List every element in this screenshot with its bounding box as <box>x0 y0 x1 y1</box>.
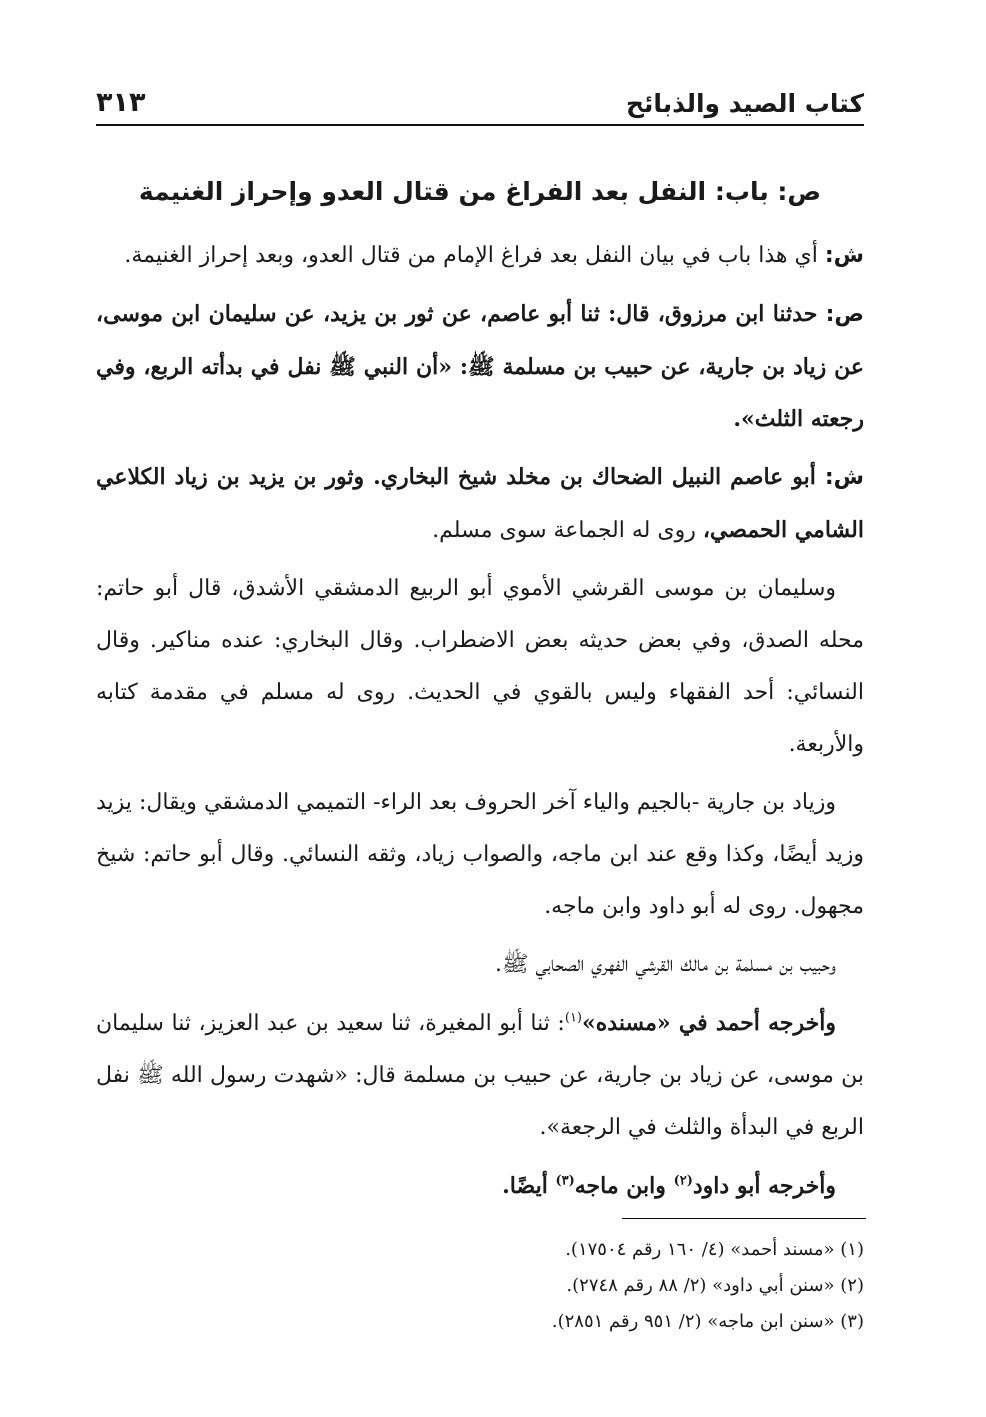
paragraph-text: : ثنا أبو المغيرة، ثنا سعيد بن عبد العزيز، ثنا سليمان بن موسى، عن زياد بن جارية، عن حبيب بن مسلمة قال: «شهدت رسول الله ﷺ نفل الربع في البدأة والثلث في الرجعة». <box>96 1011 864 1140</box>
page-header <box>96 78 864 126</box>
paragraph-ziyad: وزياد بن جارية -بالجيم والياء آخر الحروف بعد الراء- التميمي الدمشقي ويقال: يزيد وزيد أيضًا، وكذا وقع عند ابن ماجه، والصواب زياد، وثقه النسائي. وقال أبو حاتم: شيخ مجهول. روى له أبو داود وابن ماجه. <box>96 790 864 919</box>
hadith-text: حدثنا ابن مرزوق، قال: ثنا أبو عاصم، عن ثور بن يزيد، عن سليمان ابن موسى، عن زياد بن جارية، عن حبيب بن مسلمة ﷺ: «أن النبي ﷺ نفل في بدأته الربع، وفي رجعته الثلث». <box>96 301 864 432</box>
running-title: كتاب الصيد والذبائح <box>625 89 864 118</box>
footnote-1: (١) «مسند أحمد» (٤/ ١٦٠ رقم ١٧٥٠٤). <box>565 1239 864 1260</box>
footnotes <box>96 1232 864 1340</box>
paragraph-text: أي هذا باب في بيان النفل بعد فراغ الإمام من قتال العدو، وبعد إحراز الغنيمة. <box>124 243 825 268</box>
paragraph-habib: وحبيب بن مسلمة بن مالك القرشي الفهري الصحابي ﷺ. <box>494 952 836 977</box>
paragraph-ahmad <box>96 997 864 1154</box>
paragraph-commentary-1 <box>96 230 864 282</box>
footnote-ref-1: (١) <box>564 1010 582 1026</box>
footnote-2: (٢) «سنن أبي داود» (٢/ ٨٨ رقم ٢٧٤٨). <box>566 1275 864 1296</box>
footnote-3: (٣) «سنن ابن ماجه» (٢/ ٩٥١ رقم ٢٨٥١). <box>551 1311 864 1332</box>
paragraph-hadith <box>96 288 864 445</box>
paragraph-abudawud <box>96 1160 864 1212</box>
footnote-ref-2: (٢) <box>673 1173 693 1189</box>
footnote-divider <box>622 1218 866 1219</box>
footnote-ref-3: (٣) <box>555 1173 575 1189</box>
page-number: ٣١٣ <box>96 87 146 118</box>
source-abudawud: وأخرجه أبو داود <box>692 1173 836 1199</box>
narrator-names: أبو عاصم النبيل الضحاك بن مخلد شيخ البخاري. وثور بن يزيد بن زياد الكلاعي الشامي الحمصي، <box>96 464 864 543</box>
paragraph-sulayman: وسليمان بن موسى القرشي الأموي أبو الربيع الدمشقي الأشدق، قال أبو حاتم: محله الصدق، وفي بعض حديثه بعض الاضطراب. وقال البخاري: عنده مناكير. وقال النسائي: أحد الفقهاء وليس بالقوي في الحديث. روى له مسلم في مقدمة كتابه والأربعة. <box>96 576 864 757</box>
source-ahmad: وأخرجه أحمد في «مسنده» <box>582 1010 837 1036</box>
text-marker: ص: <box>825 302 864 327</box>
paragraph-text: روى له الجماعة سوى مسلم. <box>432 518 703 543</box>
source-ibnmajah: وابن ماجه <box>574 1173 674 1199</box>
paragraph-end: أيضًا. <box>502 1173 556 1199</box>
chapter-heading: ص: باب: النفل بعد الفراغ من قتال العدو وإحراز الغنيمة <box>138 177 822 206</box>
commentary-marker: ش: <box>824 465 864 490</box>
paragraph-commentary-2 <box>96 451 864 557</box>
main-text <box>96 172 864 1218</box>
commentary-marker: ش: <box>824 243 864 268</box>
